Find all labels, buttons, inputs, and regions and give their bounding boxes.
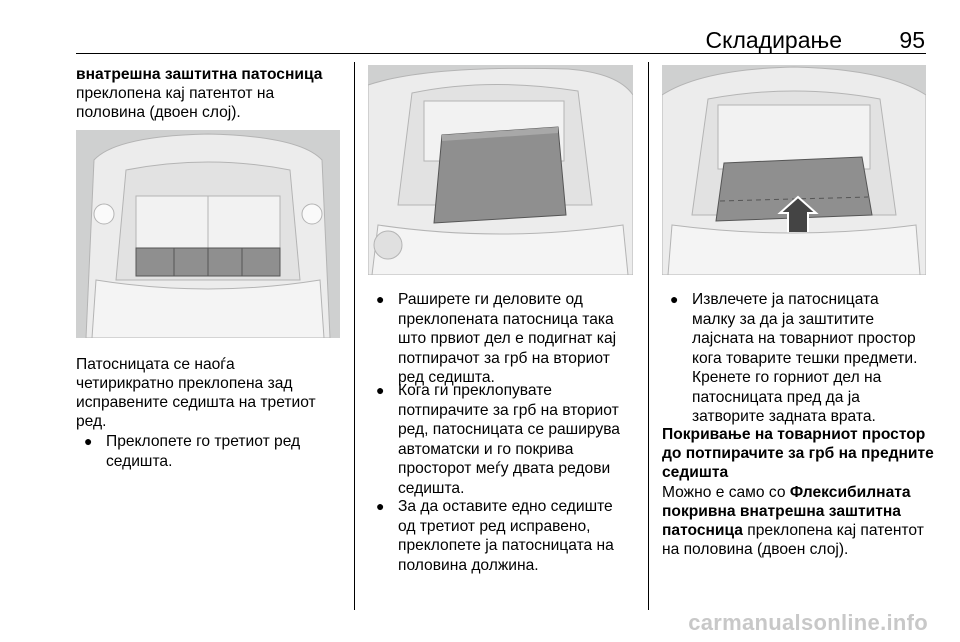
bullet-item [84,432,344,472]
bullet-dot: ● [376,498,385,514]
section-heading-mat: внатрешна заштитна патосница [76,66,323,83]
bullet-line: малку за да ја заштитите [692,310,875,328]
page-number: 95 [899,27,925,53]
para-bold-text: покривна внатрешна заштитна [662,503,901,520]
watermark: carmanualsonline.info [688,610,928,635]
bullet-dot: ● [84,433,93,449]
bullet-line: Извлечете ја патосницата [692,291,879,308]
para-bold-text: Флексибилната [789,484,911,501]
bullet-line: просторот меѓу двата редови [398,460,611,477]
column-divider-2 [648,62,649,610]
bullet-line: патосницата пред да ја [692,388,860,406]
bullet-line: што првиот дел е подигнат кај [398,330,617,347]
section-heading-cargo-cover: Покривање на товарниот простор [662,426,926,443]
cargo-illustration-3 [662,65,926,275]
para-line: на половина (двоен слој). [662,541,849,558]
bullet-line: За да оставите едно седиште [398,498,613,515]
column-divider-1 [354,62,355,610]
cargo-illustration-2 [368,65,633,275]
intro-line: преклопена кај патентот на [76,85,275,102]
para-line [662,521,924,541]
bullet-line: преклопете ја патосницата на [398,537,614,554]
section-heading-cargo-cover: седишта [662,464,729,481]
bullet-dot: ● [670,291,679,307]
bullet-line: ред седишта. [398,369,495,386]
bullet-item [670,290,932,430]
para-text: Можно е само со [662,484,790,501]
bullet-line: лајсната на товарниот простор [692,330,916,347]
bullet-line: Кога ги преклопувате [398,382,552,399]
bullet-line: автоматски и го покрива [398,440,574,458]
cargo-illustration-1 [76,130,340,338]
bullet-line: Преклопете го третиот ред [106,433,301,450]
bullet-line: половина должина. [398,556,539,574]
para-bold-text: патосница [662,522,743,539]
para-line: Патосницата се наоѓа [76,356,235,373]
bullet-line: Кренете го горниот дел на [692,369,882,386]
bullet-dot: ● [376,291,385,307]
bullet-item [376,381,646,501]
para-line: ред. [76,413,107,430]
para-line: исправените седишта на третиот [76,394,316,411]
bullet-item [376,497,646,577]
bullet-line: ред, патосницата се раширува [398,421,620,438]
bullet-line: седишта. [398,479,465,497]
bullet-line: Раширете ги деловите од [398,291,583,308]
para-line: четирикратно преклопена зад [76,375,293,392]
bullet-line: од третиот ред исправено, [398,517,591,535]
bullet-line: потпирачот за грб на вториот [398,349,610,367]
bullet-line: кога товарите тешки предмети. [692,349,918,367]
page-header-title: Складирање [705,27,842,53]
bullet-line: потпирачите за грб на вториот [398,401,619,419]
bullet-line: преклопената патосница така [398,310,614,328]
header-rule [76,53,926,54]
para-line [662,502,901,522]
section-heading-cargo-cover: до потпирачите за грб на предните [662,445,934,462]
para-line [662,483,911,503]
bullet-line: затворите задната врата. [692,408,876,425]
bullet-line: седишта. [106,452,173,470]
bullet-dot: ● [376,382,385,398]
para-text: преклопена кај патентот [742,522,924,539]
bullet-item [376,290,646,390]
intro-line: половина (двоен слој). [76,104,241,121]
